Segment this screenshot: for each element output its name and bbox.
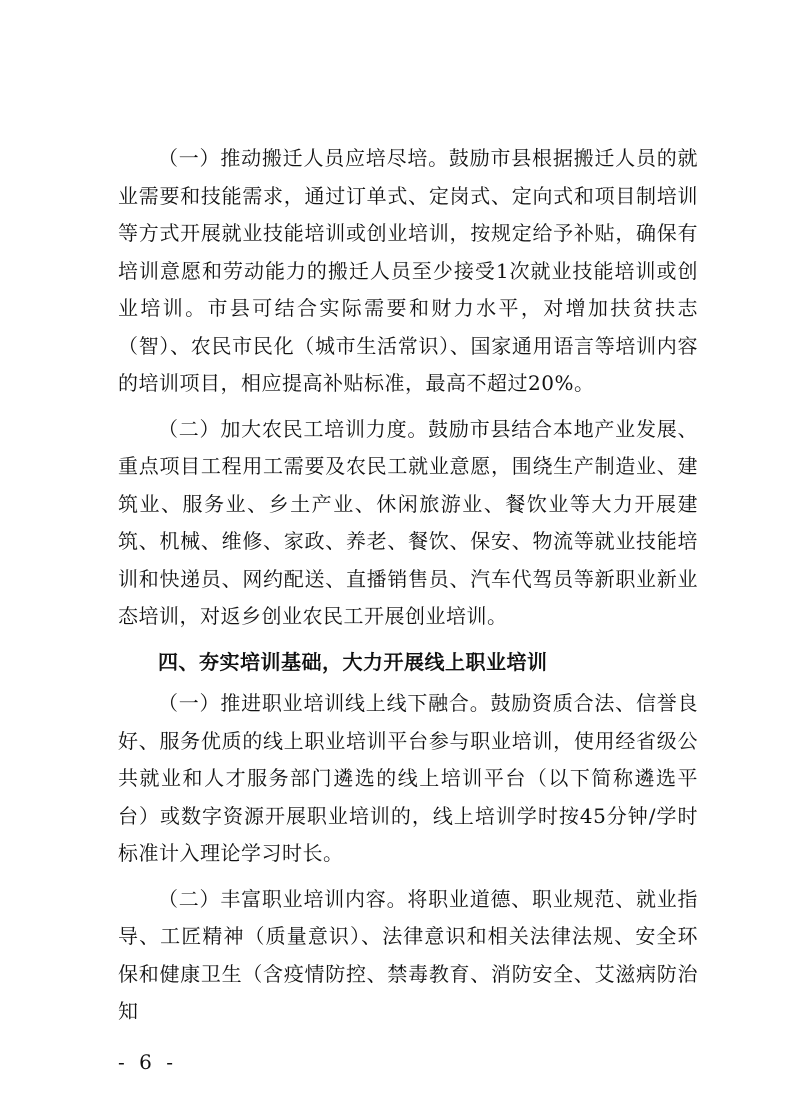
paragraph-relocated-training: （一）推动搬迁人员应培尽培。鼓励市县根据搬迁人员的就业需要和技能需求，通过订单式、定岗式、定向式和项目制培训等方式开展就业技能培训或创业培训，按规定给予补贴，确保有培训意愿和劳动能力的搬迁人员至少接受1次就业技能培训或创业培训。市县可结合实际需要和财力水平，对增加扶贫扶志（智）、农民市民化（城市生活常识）、国家通用语言等培训内容的培训项目，相应提高补贴标准，最高不超过20%。 bbox=[118, 146, 698, 395]
document-body bbox=[118, 140, 698, 1039]
paragraph-online-offline-integration: （一）推进职业培训线上线下融合。鼓励资质合法、信誉良好、服务优质的线上职业培训平台参与职业培训，使用经省级公共就业和人才服务部门遴选的线上培训平台（以下简称遴选平台）或数字资源开展职业培训的，线上培训学时按45分钟/学时标准计入理论学习时长。 bbox=[118, 691, 698, 865]
paragraph-training-content: （二）丰富职业培训内容。将职业道德、职业规范、就业指导、工匠精神（质量意识）、法律意识和相关法律法规、安全环保和健康卫生（含疫情防控、禁毒教育、消防安全、艾滋病防治知 bbox=[118, 886, 698, 1023]
paragraph-migrant-worker-training: （二）加大农民工培训力度。鼓励市县结合本地产业发展、重点项目工程用工需要及农民工就业意愿，围绕生产制造业、建筑业、服务业、乡土产业、休闲旅游业、餐饮业等大力开展建筑、机械、维修、家政、养老、餐饮、保安、物流等就业技能培训和快递员、网约配送、直播销售员、汽车代驾员等新职业新业态培训，对返乡创业农民工开展创业培训。 bbox=[118, 416, 698, 628]
page-number: - 6 - bbox=[118, 1050, 177, 1074]
section-heading: 四、夯实培训基础，大力开展线上职业培训 bbox=[158, 649, 548, 674]
